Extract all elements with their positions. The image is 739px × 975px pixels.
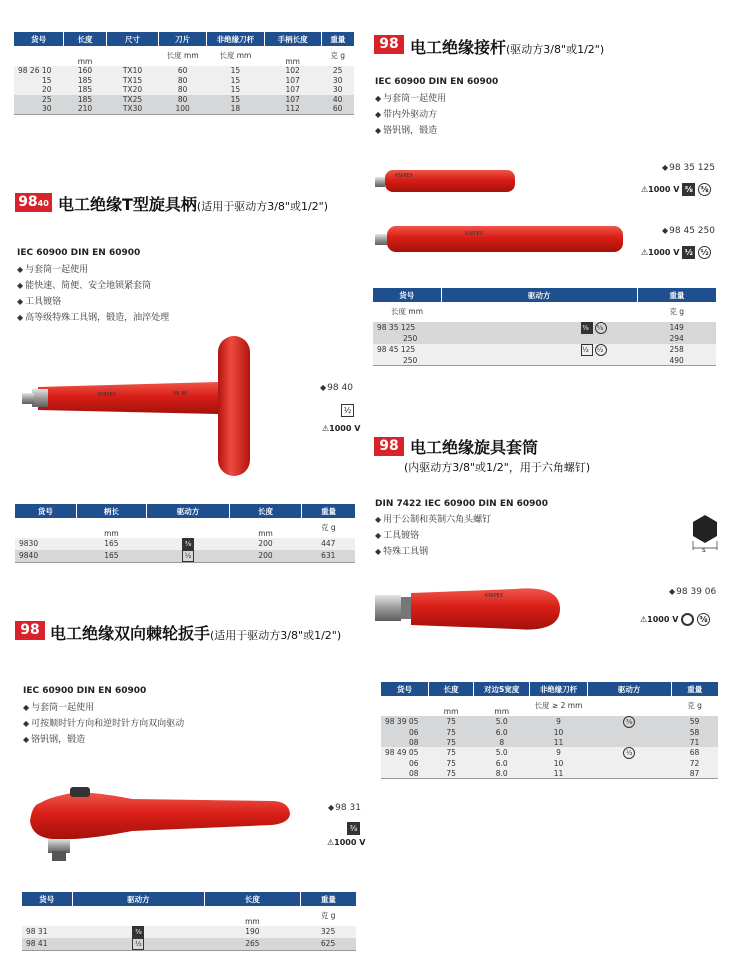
voltage-rating: ⚠1000 V	[327, 838, 366, 847]
table-row: 98 31 ⅜ 190 325	[22, 926, 356, 938]
feature-list	[375, 512, 491, 560]
feature-list	[17, 262, 169, 326]
table-row: 98 49 05 75 5.0 9 ½ 68	[381, 747, 718, 759]
table-row: 30 210 TX30 100 18 112 60	[14, 104, 354, 114]
feature-list	[23, 700, 184, 748]
list-item: ◆ 工具镀铬	[17, 294, 169, 310]
voltage-rating: ⚠1000 V	[322, 424, 361, 433]
table-row: 25 185 TX25 80 15 107 40	[14, 95, 354, 105]
hex-size-label: s	[702, 546, 706, 554]
t-handle-table	[15, 504, 355, 563]
insulation-icon: ⚠	[641, 248, 649, 257]
drive-symbol	[341, 402, 354, 420]
table-row: 20 185 TX20 80 15 107 30	[14, 85, 354, 95]
tool-brand-label: KNIPEX	[465, 231, 484, 237]
col-header: 长度	[64, 32, 107, 46]
socket-icon: ⅜	[623, 716, 635, 728]
col-header: 刀片	[159, 32, 207, 46]
table-row: 9830 165 ⅜ 200 447	[15, 538, 355, 550]
section-title: 电工绝缘双向棘轮扳手(适用于驱动方3/8"或1/2")	[50, 624, 342, 643]
tool-brand-label: KNIPEX	[395, 173, 414, 179]
table-row: 08 75 8.0 11 87	[381, 769, 718, 779]
table-row: 98 35 125 ⅜ ⅜ 149	[373, 322, 716, 334]
insulation-icon: ⚠	[640, 615, 648, 624]
col-header: 重量	[321, 32, 354, 46]
table-header: 货号 长度 对边S宽度 非绝缘刀杆 驱动方 重量	[381, 682, 718, 696]
socket-icon: ⅜	[595, 322, 607, 334]
unit-row: mm mm 长度 ≥ 2 mm 克 g	[381, 696, 718, 716]
table-row: 98 45 125 ½ ½ 258	[373, 344, 716, 356]
table-header: 货号 柄长 驱动方 长度 重量	[15, 504, 355, 518]
list-item: ◆ 工具镀铬	[375, 528, 491, 544]
extension-short-image	[375, 166, 525, 196]
drive-symbol	[347, 820, 360, 838]
standard-label: IEC 60900 DIN EN 60900	[17, 248, 141, 258]
socket-image	[375, 577, 565, 641]
table-header: 货号 驱动方 重量	[373, 288, 716, 302]
socket-icon: ½	[698, 246, 711, 259]
article-code: ◆ 98 45 250	[662, 226, 715, 236]
table-header	[14, 32, 354, 46]
unit-row: 长度 mm 克 g	[373, 302, 716, 322]
unit-row: mm 长度 mm 长度 mm mm 克 g	[14, 46, 354, 66]
standard-label: DIN 7422 IEC 60900 DIN EN 60900	[375, 499, 548, 509]
table-row: 06 75 6.0 10 58	[381, 728, 718, 738]
list-item: ◆ 高等级特殊工具钢，锻造，油淬处理	[17, 310, 169, 326]
socket-icon: ½	[623, 747, 635, 759]
unit-row: mm 克 g	[22, 906, 356, 926]
drive-size-icon: ½	[682, 246, 695, 259]
table-row: 98 26 10 160 TX10 60 15 102 25	[14, 66, 354, 76]
hex-socket-icon	[681, 613, 694, 626]
table-row: 250 490	[373, 356, 716, 366]
list-item: ◆ 与套筒一起使用	[23, 700, 184, 716]
voltage-rating: ⚠1000 V ½ ½	[641, 246, 711, 259]
unit-row: mm mm 克 g	[15, 518, 355, 538]
col-header: 货号	[14, 32, 64, 46]
tool-brand-label: KNIPEX	[485, 593, 504, 599]
list-item: ◆ 与套筒一起使用	[17, 262, 169, 278]
socket-icon: ½	[595, 344, 607, 356]
socket-icon: ⅜	[697, 613, 710, 626]
list-item: ◆ 可按顺时针方向和逆时针方向双向驱动	[23, 716, 184, 732]
drive-size-icon: ½	[182, 550, 194, 562]
drive-size-icon: ⅜	[182, 538, 194, 550]
article-code: ◆ 98 31	[328, 803, 361, 813]
section-badge: 98	[374, 437, 404, 456]
socket-table	[381, 682, 718, 779]
section-badge: 98	[15, 621, 45, 640]
socket-icon: ⅜	[698, 183, 711, 196]
col-header: 非绝缘刀杆	[207, 32, 264, 46]
list-item: ◆ 特殊工具钢	[375, 544, 491, 560]
article-code: ◆ 98 40	[320, 383, 353, 393]
section-title: 电工绝缘T型旋具柄(适用于驱动方3/8"或1/2")	[58, 195, 329, 214]
table-row: 250 294	[373, 334, 716, 344]
tool-brand-label: KNIPEX	[98, 392, 117, 398]
drive-size-icon: ½	[341, 404, 354, 417]
table-row: 98 39 05 75 5.0 9 ⅜ 59	[381, 716, 718, 728]
tool-code-label: 98 40	[173, 391, 188, 397]
drive-size-icon: ½	[581, 344, 593, 356]
section-badge: 9840	[15, 193, 52, 212]
section-badge: 98	[374, 35, 404, 54]
section-subtitle: (内驱动方3/8"或1/2"，用于六角螺钉)	[404, 461, 591, 474]
standard-label: IEC 60900 DIN EN 60900	[23, 686, 147, 696]
ratchet-image	[22, 783, 292, 868]
list-item: ◆ 铬钒钢，锻造	[375, 123, 446, 139]
table-row: 15 185 TX15 80 15 107 30	[14, 76, 354, 86]
insulation-icon: ⚠	[322, 424, 330, 433]
list-item: ◆ 与套筒一起使用	[375, 91, 446, 107]
top-spec-table	[14, 32, 354, 115]
list-item: ◆ 能快速、简便、安全地锁紧套筒	[17, 278, 169, 294]
drive-size-icon: ⅜	[347, 822, 360, 835]
article-code: ◆ 98 39 06	[669, 587, 716, 597]
table-header: 货号 驱动方 长度 重量	[22, 892, 356, 906]
voltage-rating: ⚠1000 V ⅜ ⅜	[641, 183, 711, 196]
insulation-icon: ⚠	[641, 185, 649, 194]
table-row: 08 75 8 11 71	[381, 738, 718, 748]
drive-size-icon: ⅜	[682, 183, 695, 196]
hex-size-icon	[690, 514, 720, 556]
drive-size-icon: ½	[132, 938, 144, 950]
ratchet-table	[22, 892, 356, 951]
standard-label: IEC 60900 DIN EN 60900	[375, 77, 499, 87]
article-code: ◆ 98 35 125	[662, 163, 715, 173]
feature-list	[375, 91, 446, 139]
t-handle-image	[18, 332, 268, 478]
drive-size-icon: ⅜	[581, 322, 593, 334]
list-item: ◆ 带内外驱动方	[375, 107, 446, 123]
table-row: 06 75 6.0 10 72	[381, 759, 718, 769]
table-row: 98 41 ½ 265 625	[22, 938, 356, 951]
section-title: 电工绝缘旋具套筒	[410, 438, 539, 457]
list-item: ◆ 用于公制和英制六角头螺钉	[375, 512, 491, 528]
col-header: 尺寸	[106, 32, 158, 46]
extension-long-image	[375, 222, 630, 256]
list-item: ◆ 铬钒钢，锻造	[23, 732, 184, 748]
extension-table	[373, 288, 716, 366]
section-title: 电工绝缘接杆(驱动方3/8"或1/2")	[410, 38, 605, 57]
drive-size-icon: ⅜	[132, 926, 144, 938]
voltage-rating: ⚠1000 V ⅜	[640, 613, 710, 626]
col-header: 手柄长度	[264, 32, 321, 46]
table-row: 9840 165 ½ 200 631	[15, 550, 355, 563]
insulation-icon: ⚠	[327, 838, 335, 847]
